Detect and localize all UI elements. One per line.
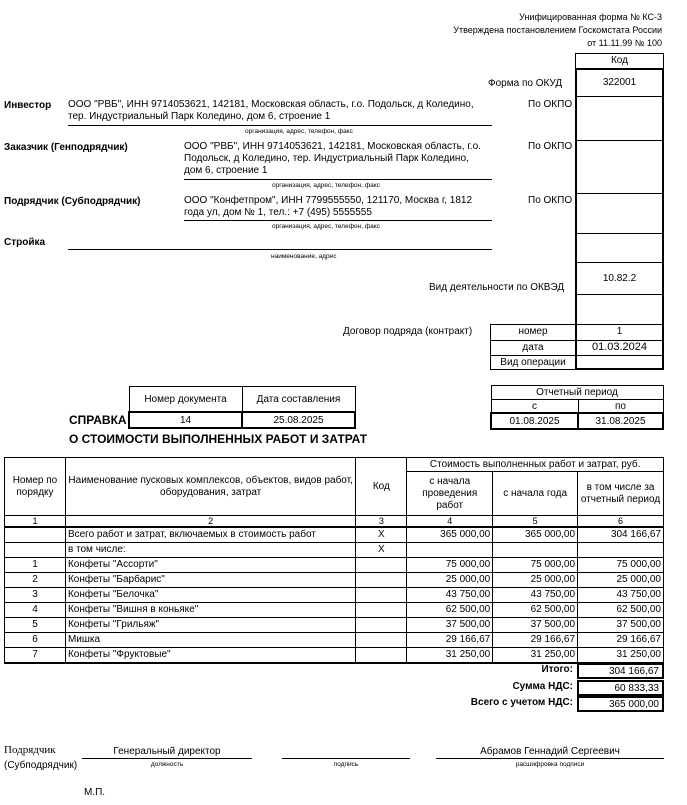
- row-name: Конфеты "Вишня в коньяке": [65, 603, 355, 618]
- row-v2: [493, 543, 578, 558]
- row-v3: 25 000,00: [578, 573, 664, 588]
- header-kod: Код: [356, 458, 407, 516]
- row-v2: 43 750,00: [493, 588, 578, 603]
- position-value: Генеральный директор: [113, 746, 221, 757]
- stroika-caption: наименование, адрес: [271, 253, 337, 260]
- title-spravka: СПРАВКА: [69, 413, 127, 427]
- header-num: Номер по порядку: [5, 458, 66, 516]
- works-table: [4, 457, 664, 664]
- form-header-line1: Унифицированная форма № КС-3: [519, 12, 662, 22]
- period-to-value: 31.08.2025: [578, 413, 663, 429]
- row-name: Конфеты "Грильяж": [65, 618, 355, 633]
- doc-date-value: 25.08.2025: [242, 412, 355, 428]
- row-name: в том числе:: [65, 543, 355, 558]
- stroika-label: Стройка: [4, 237, 46, 248]
- investor-caption: организация, адрес, телефон, факс: [245, 128, 353, 135]
- header-cost-period: в том числе за отчетный период: [578, 472, 664, 516]
- header-cost-year: с начала года: [493, 472, 578, 516]
- row-kod: [356, 588, 407, 603]
- doc-info-table: [128, 386, 356, 429]
- row-v3: 62 500,00: [578, 603, 664, 618]
- row-num: 2: [5, 573, 66, 588]
- row-v3: 37 500,00: [578, 618, 664, 633]
- row-num: 3: [5, 588, 66, 603]
- name-value: Абрамов Геннадий Сергеевич: [480, 746, 620, 757]
- row-v3: [578, 543, 664, 558]
- data-label: дата: [522, 342, 544, 353]
- row-name: Мишка: [65, 633, 355, 648]
- row-kod: [356, 558, 407, 573]
- customer-caption: организация, адрес, телефон, факс: [272, 182, 380, 189]
- name-caption: расшифровка подписи: [515, 761, 585, 768]
- contractor-text: ООО "Конфетпром", ИНН 7799555550, 121170, Москва г, 1812 года ул, дом № 1, тел.: +7 (495) 5555555: [184, 195, 473, 218]
- nds-value: 60 833,33: [577, 680, 664, 696]
- row-v1: 29 166,67: [407, 633, 493, 648]
- colnum-6: 6: [578, 516, 664, 528]
- table-row: [5, 543, 664, 558]
- nomer-label: номер: [518, 326, 548, 337]
- row-v1: 37 500,00: [407, 618, 493, 633]
- row-num: [5, 543, 66, 558]
- colnum-3: 3: [356, 516, 407, 528]
- doc-number-header: Номер документа: [129, 387, 242, 413]
- header-cost-total: с начала проведения работ: [407, 472, 493, 516]
- okud-value: 322001: [602, 77, 637, 88]
- row-v3: 43 750,00: [578, 588, 664, 603]
- form-header-line2: Утверждена постановлением Госкомстата России: [453, 25, 662, 35]
- row-kod: [356, 648, 407, 664]
- table-row: [5, 633, 664, 648]
- row-kod: [356, 603, 407, 618]
- nomer-value: 1: [616, 326, 623, 337]
- row-v1: 75 000,00: [407, 558, 493, 573]
- investor-text: ООО "РВБ", ИНН 9714053621, 142181, Московская область, г.о. Подольск, д Коледино, тер. Индустриальный Парк Коледино, дом 6, строение 1: [68, 99, 474, 122]
- period-table: [490, 385, 664, 430]
- row-name: Конфеты "Фруктовые": [65, 648, 355, 664]
- nds-label: Сумма НДС:: [512, 681, 573, 692]
- row-v1: 25 000,00: [407, 573, 493, 588]
- investor-label: Инвестор: [4, 100, 52, 111]
- row-kod: [356, 573, 407, 588]
- okved-label: Вид деятельности по ОКВЭД: [429, 282, 565, 293]
- period-from-value: 01.08.2025: [491, 413, 578, 429]
- mp-label: М.П.: [84, 787, 106, 798]
- header-name: Наименование пусковых комплексов, объектов, видов работ, оборудования, затрат: [65, 458, 355, 516]
- doc-number-value: 14: [129, 412, 242, 428]
- okpo-label-investor: По ОКПО: [528, 99, 573, 110]
- kod-header: Код: [610, 55, 628, 66]
- row-name: Всего работ и затрат, включаемых в стоимость работ: [65, 527, 355, 543]
- row-v1: 31 250,00: [407, 648, 493, 664]
- row-v1: 365 000,00: [407, 527, 493, 543]
- contract-label: Договор подряда (контракт): [343, 326, 473, 337]
- colnum-1: 1: [5, 516, 66, 528]
- colnum-2: 2: [65, 516, 355, 528]
- row-v3: 304 166,67: [578, 527, 664, 543]
- okpo-label-customer: По ОКПО: [528, 141, 573, 152]
- colnum-5: 5: [493, 516, 578, 528]
- position-caption: должность: [150, 761, 184, 768]
- table-row: [5, 603, 664, 618]
- row-name: Конфеты "Ассорти": [65, 558, 355, 573]
- vid-operacii-label: Вид операции: [500, 357, 566, 368]
- table-row: [5, 618, 664, 633]
- row-num: 4: [5, 603, 66, 618]
- row-kod: X: [356, 527, 407, 543]
- row-v3: 75 000,00: [578, 558, 664, 573]
- row-kod: X: [356, 543, 407, 558]
- row-v2: 25 000,00: [493, 573, 578, 588]
- row-num: 6: [5, 633, 66, 648]
- form-header-line3: от 11.11.99 № 100: [587, 38, 662, 48]
- period-from-label: с: [491, 400, 578, 414]
- row-v1: 62 500,00: [407, 603, 493, 618]
- itogo-label: Итого:: [541, 664, 573, 675]
- signature-label1: Подрядчик: [4, 744, 56, 756]
- customer-label: Заказчик (Генподрядчик): [4, 142, 128, 153]
- row-v3: 29 166,67: [578, 633, 664, 648]
- row-name: Конфеты "Барбарис": [65, 573, 355, 588]
- total-value: 365 000,00: [577, 696, 664, 712]
- row-v2: 37 500,00: [493, 618, 578, 633]
- row-kod: [356, 633, 407, 648]
- okpo-label-contractor: По ОКПО: [528, 195, 573, 206]
- okved-value: 10.82.2: [602, 273, 637, 284]
- row-num: 7: [5, 648, 66, 664]
- row-num: 5: [5, 618, 66, 633]
- contractor-label: Подрядчик (Субподрядчик): [4, 196, 141, 207]
- itogo-value: 304 166,67: [577, 663, 664, 679]
- row-num: 1: [5, 558, 66, 573]
- customer-text: ООО "РВБ", ИНН 9714053621, 142181, Московская область, г.о. Подольск, д Коледино, тер. Индустриальный Парк Коледино, дом 6, строение 1: [184, 141, 481, 176]
- sign-caption: подпись: [333, 761, 359, 768]
- row-v1: 43 750,00: [407, 588, 493, 603]
- total-label: Всего с учетом НДС:: [470, 697, 573, 708]
- row-v2: 365 000,00: [493, 527, 578, 543]
- table-row: [5, 527, 664, 543]
- period-label: Отчетный период: [491, 386, 663, 400]
- row-v2: 31 250,00: [493, 648, 578, 664]
- doc-date-header: Дата составления: [242, 387, 355, 413]
- table-row: [5, 588, 664, 603]
- table-row: [5, 558, 664, 573]
- okud-label: Форма по ОКУД: [488, 78, 563, 89]
- row-v2: 29 166,67: [493, 633, 578, 648]
- row-v1: [407, 543, 493, 558]
- header-cost: Стоимость выполненных работ и затрат, руб.: [407, 458, 664, 472]
- period-to-label: по: [578, 400, 663, 414]
- row-v2: 75 000,00: [493, 558, 578, 573]
- title-main: О СТОИМОСТИ ВЫПОЛНЕННЫХ РАБОТ И ЗАТРАТ: [69, 432, 368, 446]
- row-v3: 31 250,00: [578, 648, 664, 664]
- table-row: [5, 573, 664, 588]
- signature-label2: (Субподрядчик): [4, 760, 78, 771]
- colnum-4: 4: [407, 516, 493, 528]
- row-name: Конфеты "Белочка": [65, 588, 355, 603]
- row-v2: 62 500,00: [493, 603, 578, 618]
- row-kod: [356, 618, 407, 633]
- row-num: [5, 527, 66, 543]
- table-row: [5, 648, 664, 664]
- data-value: 01.03.2024: [591, 341, 648, 353]
- contractor-caption: организация, адрес, телефон, факс: [272, 223, 380, 230]
